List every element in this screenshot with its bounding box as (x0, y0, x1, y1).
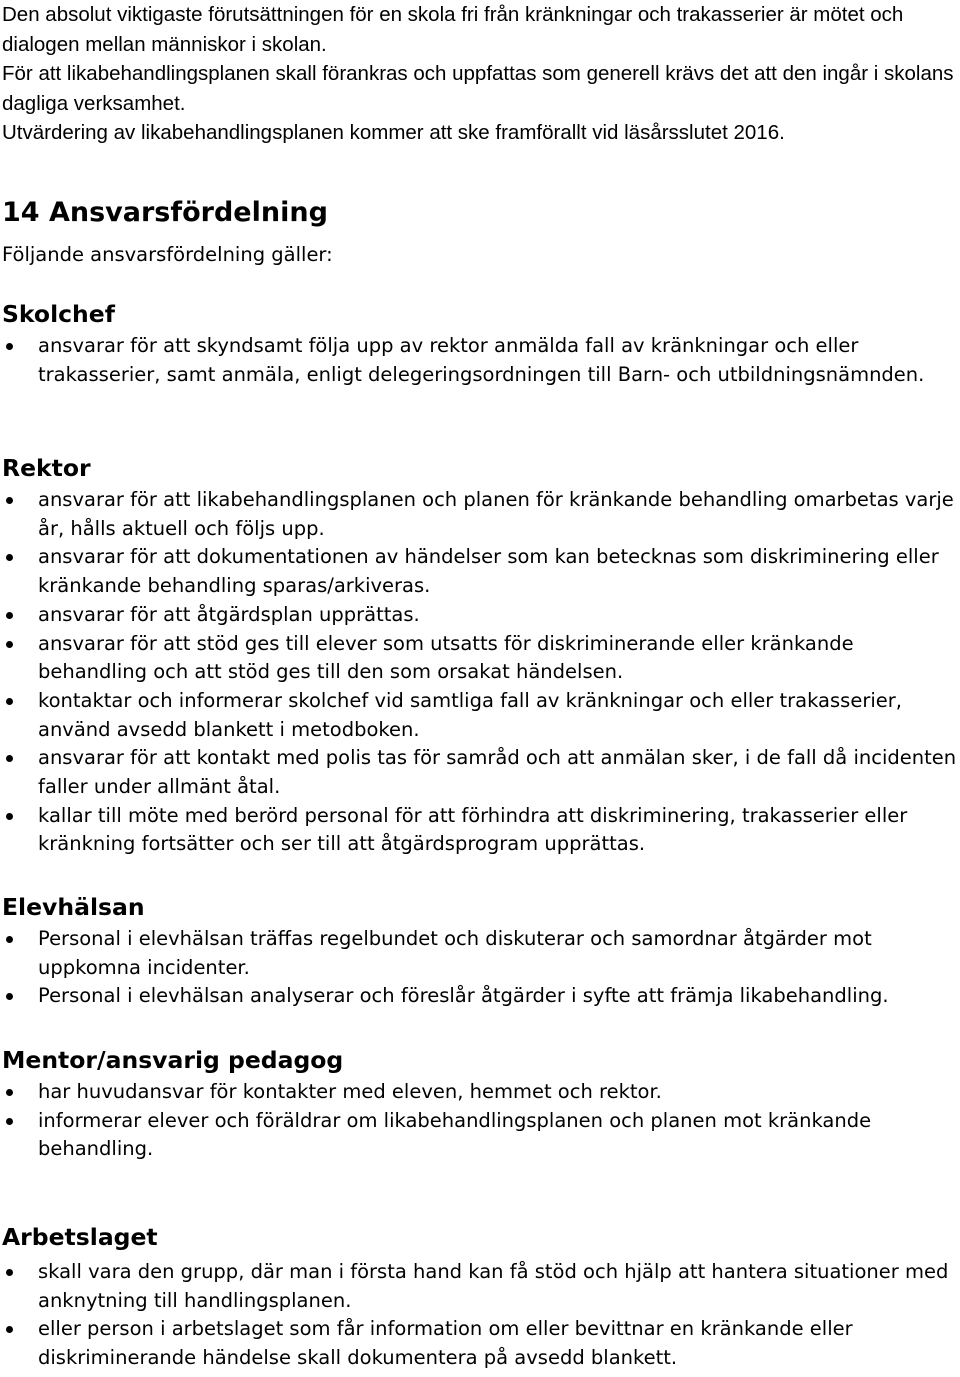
role-heading-arbetslaget: Arbetslaget (2, 1223, 158, 1251)
intro-text (2, 0, 957, 148)
list-item: ansvarar för att åtgärdsplan upprättas. (0, 601, 958, 630)
list-item: ansvarar för att kontakt med polis tas för samråd och att anmälan sker, i de fall då incidenten faller under allmänt åtal. (0, 744, 958, 801)
role-heading-rektor: Rektor (2, 454, 91, 482)
intro-paragraph: För att likabehandlingsplanen skall förankras och uppfattas som generell krävs det att den ingår i skolans dagliga verksamhet. (2, 62, 954, 115)
role-list-arbetslaget (0, 1258, 958, 1373)
list-item: ansvarar för att dokumentationen av händelser som kan betecknas som diskriminering eller kränkande behandling sparas/arkiveras. (0, 543, 958, 600)
section-subtitle: Följande ansvarsfördelning gäller: (2, 243, 333, 266)
role-heading-elevhalsan: Elevhälsan (2, 893, 145, 921)
list-item: ansvarar för att skyndsamt följa upp av rektor anmälda fall av kränkningar och eller trakasserier, samt anmäla, enligt delegeringsordningen till Barn- och utbildningsnämnden. (0, 332, 958, 389)
list-item: skall vara den grupp, där man i första hand kan få stöd och hjälp att hantera situationer med anknytning till handlingsplanen. (0, 1258, 958, 1315)
role-list-elevhalsan (0, 925, 958, 1011)
list-item: Personal i elevhälsan träffas regelbundet och diskuterar och samordnar åtgärder mot uppkomna incidenter. (0, 925, 958, 982)
list-item: har huvudansvar för kontakter med eleven, hemmet och rektor. (0, 1078, 958, 1107)
intro-paragraph: Utvärdering av likabehandlingsplanen kommer att ske framförallt vid läsårsslutet 2016. (2, 121, 785, 144)
list-item: Personal i elevhälsan analyserar och föreslår åtgärder i syfte att främja likabehandling. (0, 982, 958, 1011)
role-list-mentor (0, 1078, 958, 1164)
list-item: ansvarar för att likabehandlingsplanen och planen för kränkande behandling omarbetas varje år, hålls aktuell och följs upp. (0, 486, 958, 543)
list-item: eller person i arbetslaget som får information om eller bevittnar en kränkande eller diskriminerande händelse skall dokumentera på avsedd blankett. (0, 1315, 958, 1372)
role-heading-mentor: Mentor/ansvarig pedagog (2, 1046, 344, 1074)
role-list-rektor (0, 486, 958, 859)
list-item: ansvarar för att stöd ges till elever som utsatts för diskriminerande eller kränkande behandling och att stöd ges till den som orsakat händelsen. (0, 630, 958, 687)
section-heading: 14 Ansvarsfördelning (2, 197, 328, 228)
intro-paragraph: Den absolut viktigaste förutsättningen för en skola fri från kränkningar och trakasserier är mötet och dialogen mellan människor i skolan. (2, 3, 904, 56)
list-item: kallar till möte med berörd personal för att förhindra att diskriminering, trakasserier eller kränkning fortsätter och ser till att åtgärdsprogram upprättas. (0, 802, 958, 859)
list-item: kontaktar och informerar skolchef vid samtliga fall av kränkningar och eller trakasserier, använd avsedd blankett i metodboken. (0, 687, 958, 744)
role-heading-skolchef: Skolchef (2, 300, 115, 328)
list-item: informerar elever och föräldrar om likabehandlingsplanen och planen mot kränkande behandling. (0, 1107, 958, 1164)
role-list-skolchef (0, 332, 958, 389)
